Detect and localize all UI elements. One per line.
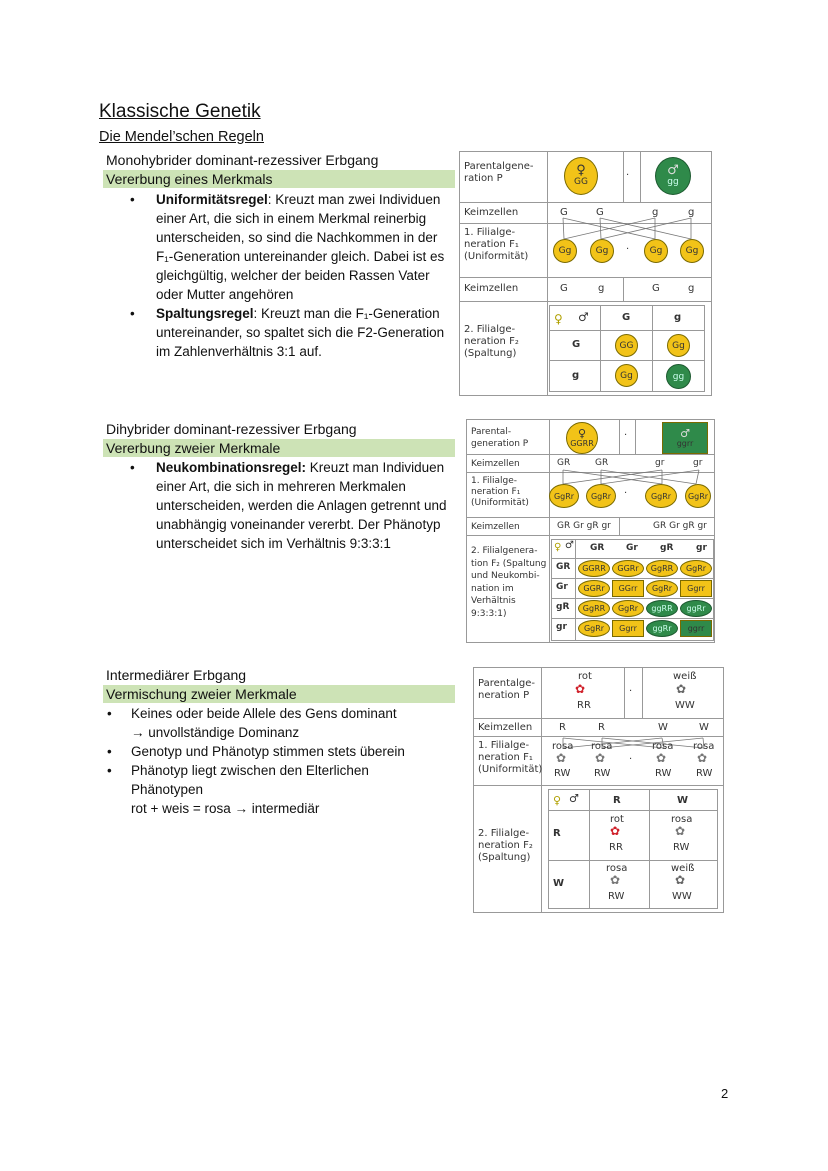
d2-cell: GgRr <box>612 600 644 617</box>
d2-cell: ggRr <box>680 600 712 617</box>
d2-keim-2: gr <box>655 458 665 468</box>
d2-f1-2: GgRr <box>645 484 677 508</box>
section2-heading: Dihybrider dominant-rezessiver Erbgang <box>106 421 357 437</box>
s3-b1b: → unvollständige Dominanz <box>131 725 300 740</box>
d2-p-label: Parental-generation P <box>471 427 529 449</box>
d2-cell: ggRR <box>646 600 678 617</box>
d2-head-col-1: Gr <box>626 543 638 553</box>
d1-parent-female: ♀ GG <box>564 157 598 195</box>
d2-head-col-0: GR <box>590 543 605 553</box>
d3-f2-rw: RW <box>608 891 625 902</box>
d3-f1-rw: RW <box>554 768 571 779</box>
section2-bullets: • Neukombinationsregel: Kreuzt man Individuen einer Art, die sich in mehreren Merkmalen unterscheiden, werden die Anlagen getrennt und unabhängig voneinander vererbt. Der Phänotyp unterscheidet sich im Verhältnis 9:3:3:1 <box>130 460 447 551</box>
d3-ww-label: WW <box>675 700 695 711</box>
d3-f2-weiss: weiß <box>671 863 695 874</box>
d2-head-col-2: gR <box>660 543 674 553</box>
d3-f2-ww: WW <box>672 891 692 902</box>
neukombination-text: Kreuzt man Individuen einer Art, die sich in mehreren Merkmalen unterscheiden, werden die Anlagen getrennt und unabhängig voneinander vererbt. Der Phänotyp unterscheidet sich im Verhältnis 9:3:3:1 <box>156 460 447 551</box>
page-title: Klassische Genetik <box>99 101 261 122</box>
d2-head-row-0: GR <box>556 562 571 572</box>
section1-highlight: Vererbung eines Merkmals <box>103 170 455 188</box>
d2-cell: Ggrr <box>680 580 712 597</box>
d3-f2-rw: RW <box>673 842 690 853</box>
d1-f1-3: Gg <box>680 239 704 263</box>
d1-f1-1: Gg <box>590 239 614 263</box>
d3-punnett <box>548 789 718 909</box>
d2-f1-0: GgRr <box>549 484 579 508</box>
d2-keim2-left: GR Gr gR gr <box>557 521 611 531</box>
d3-f1-rosa: rosa <box>652 741 674 752</box>
d2-cell: ggrr <box>680 620 712 637</box>
d2-cell: GgRR <box>578 600 610 617</box>
d2-f2-label: 2. Filialgenera-tion F₂ (Spaltung und Neukombi-nation im Verhältnis 9:3:3:1) <box>471 546 547 619</box>
section3-heading: Intermediärer Erbgang <box>106 667 247 683</box>
monohybrid-diagram <box>459 151 712 396</box>
d3-rot-label: rot <box>578 671 592 682</box>
intermediate-diagram <box>473 667 724 913</box>
d2-cell: Ggrr <box>612 620 644 637</box>
neukombination-term: Neukombinationsregel: <box>156 460 307 475</box>
d3-punnett-female: ♀ <box>553 794 562 807</box>
d3-f2-rot: rot <box>610 814 624 825</box>
d2-punnett <box>551 539 714 641</box>
d2-head-col-3: gr <box>696 543 707 553</box>
d1-head-col-0: G <box>622 312 631 323</box>
d2-cell: GgRr <box>578 620 610 637</box>
d1-punnett-male: ♂ <box>578 310 589 324</box>
white-flower-icon: ✿ <box>676 682 687 696</box>
d2-cell: GgRR <box>646 560 678 577</box>
d1-f1-label: 1. Filialge-neration F₁ (Uniformität) <box>464 227 529 262</box>
d3-f1-rw: RW <box>696 768 713 779</box>
d2-keim2-label: Keimzellen <box>471 522 520 532</box>
d1-keim2-label: Keimzellen <box>464 283 519 294</box>
d3-keim-0: R <box>559 722 566 733</box>
d1-head-row-0: G <box>572 339 581 350</box>
d2-keim-0: GR <box>557 458 571 468</box>
d1-keim-label: Keimzellen <box>464 207 519 218</box>
d2-cell: GgRr <box>646 580 678 597</box>
d3-head-row-0: R <box>553 828 561 839</box>
d3-f1-rw: RW <box>655 768 672 779</box>
d3-keim-3: W <box>699 722 709 733</box>
section2-highlight: Vererbung zweier Merkmale <box>103 439 455 457</box>
d1-p-label: Parentalgene-ration P <box>464 161 534 184</box>
d3-f1-label: 1. Filialge-neration F₁ (Uniformität) <box>478 740 543 775</box>
d1-f1-dot: · <box>626 244 630 255</box>
section3-bullets: • Keines oder beide Allele des Gens dominant → unvollständige Dominanz • Genotyp und Phänotyp stimmen stets überein • Phänotyp liegt zwischen den Elterlichen Phänotypen rot + weis = rosa → intermediär <box>131 704 431 818</box>
d2-cell: GGrr <box>612 580 644 597</box>
d3-f1-rosa: rosa <box>693 741 715 752</box>
d1-f1-0: Gg <box>553 239 577 263</box>
d1-punnett-female: ♀ <box>554 312 563 326</box>
d1-keim-3: g <box>688 207 695 218</box>
d1-f1-2: Gg <box>644 239 668 263</box>
d1-keim2-1: g <box>598 283 605 294</box>
section3-highlight: Vermischung zweier Merkmale <box>103 685 455 703</box>
d2-cross-dot: · <box>624 430 628 441</box>
d3-keim-label: Keimzellen <box>478 722 533 733</box>
d2-cell: GGRr <box>578 580 610 597</box>
d3-f2-rosa: rosa <box>671 814 693 825</box>
d3-keim-1: R <box>598 722 605 733</box>
d2-cell: ggRr <box>646 620 678 637</box>
d1-f2-cell: gg <box>666 364 691 389</box>
d2-punnett-female: ♀ <box>554 542 562 553</box>
d2-keim-label: Keimzellen <box>471 459 520 469</box>
d3-weiss-label: weiß <box>673 671 697 682</box>
d1-keim-2: g <box>652 207 659 218</box>
d1-cross-dot: · <box>626 170 630 181</box>
d1-parent-male: ♂ gg <box>655 157 691 195</box>
spaltung-text: : Kreuzt man die F₁-Generation untereinander, so spaltet sich die F2-Generation im Zahlenverhältnis 3:1 auf. <box>156 306 445 359</box>
d3-head-col-0: R <box>613 795 621 806</box>
s3-b2: Genotyp und Phänotyp stimmen stets überein <box>131 744 405 759</box>
d1-f2-label: 2. Filialge-neration F₂ (Spaltung) <box>464 324 519 359</box>
spaltung-term: Spaltungsregel <box>156 306 254 321</box>
d3-head-col-1: W <box>677 795 689 806</box>
d2-punnett-male: ♂ <box>565 540 574 551</box>
d2-head-row-1: Gr <box>556 582 568 592</box>
d3-head-row-1: W <box>553 878 565 889</box>
d1-f2-cell: Gg <box>615 364 638 387</box>
d2-cell: GgRr <box>680 560 712 577</box>
red-flower-icon: ✿ <box>575 682 586 696</box>
page-number: 2 <box>721 1086 729 1101</box>
uniform-text: : Kreuzt man zwei Individuen einer Art, die sich in einem Merkmal reinerbig unterscheiden, so sind die Nachkommen in der F₁-Generation untereinander gleich. Dabei ist es gleichgültig, welcher der beiden Rassen Vater oder Mutter angehören <box>156 192 445 302</box>
d1-keim-1: G <box>596 207 604 218</box>
d1-keim-0: G <box>560 207 568 218</box>
d2-f1-label: 1. Filialge-neration F₁ (Uniformität) <box>471 476 529 508</box>
d2-f1-3: GgRr <box>685 484 711 508</box>
d1-head-col-1: g <box>674 312 682 323</box>
d3-f2-rosa: rosa <box>606 863 628 874</box>
d1-keim2-2: G <box>652 283 660 294</box>
pink-flower-icon: ✿ <box>610 873 621 887</box>
d3-f2-rr: RR <box>609 842 623 853</box>
d3-keim-2: W <box>658 722 668 733</box>
uniform-term: Uniformitätsregel <box>156 192 268 207</box>
d2-f1-1: GgRr <box>586 484 616 508</box>
d3-f2-label: 2. Filialge-neration F₂ (Spaltung) <box>478 828 533 863</box>
d3-f1-rw: RW <box>594 768 611 779</box>
page-subtitle: Die Mendel’schen Regeln <box>99 129 264 145</box>
pink-flower-icon: ✿ <box>656 751 667 765</box>
d3-p-label: Parentalge-neration P <box>478 678 536 701</box>
d3-cross-dot: · <box>629 686 633 697</box>
s3-b3b: rot + weis = rosa → intermediär <box>131 801 320 816</box>
pink-flower-icon: ✿ <box>697 751 708 765</box>
d2-cell: GGRR <box>578 560 610 577</box>
pink-flower-icon: ✿ <box>556 751 567 765</box>
pink-flower-icon: ✿ <box>595 751 606 765</box>
d1-keim2-3: g <box>688 283 695 294</box>
d2-cell: GGRr <box>612 560 644 577</box>
section1-bullets: • Uniformitätsregel: Kreuzt man zwei Individuen einer Art, die sich in einem Merkmal reinerbig unterscheiden, so sind die Nachkommen in der F₁-Generation untereinander gleich. Dabei ist es gleichgültig, welcher der beiden Rassen Vater oder Mutter angehören • Spaltungsregel: Kreuzt man die F₁-Generation untereinander, so spaltet sich die F2-Generation im Zahlenverhältnis 3:1 auf. <box>130 192 445 359</box>
d2-f1-dot: · <box>624 488 628 499</box>
s3-b3: Phänotyp liegt zwischen den Elterlichen Phänotypen <box>131 763 369 797</box>
d3-rr-label: RR <box>577 700 591 711</box>
d1-f2-cell: Gg <box>667 334 690 357</box>
d3-f1-rosa: rosa <box>552 741 574 752</box>
section1-heading: Monohybrider dominant-rezessiver Erbgang <box>106 152 379 168</box>
d3-f1-dot: · <box>629 754 633 765</box>
d2-keim-1: GR <box>595 458 609 468</box>
d2-parent-female: ♀ GGRR <box>566 422 598 454</box>
d2-parent-male: ♂ ggrr <box>662 422 708 454</box>
d2-head-row-3: gr <box>556 622 567 632</box>
d3-f1-rosa: rosa <box>591 741 613 752</box>
red-flower-icon: ✿ <box>610 824 621 838</box>
pink-flower-icon: ✿ <box>675 824 686 838</box>
d1-head-row-1: g <box>572 370 580 381</box>
d2-keim-3: gr <box>693 458 703 468</box>
white-flower-icon: ✿ <box>675 873 686 887</box>
d3-punnett-male: ♂ <box>569 792 579 805</box>
s3-b1: Keines oder beide Allele des Gens dominant <box>131 706 397 721</box>
d2-keim2-right: GR Gr gR gr <box>653 521 707 531</box>
d1-f2-cell: GG <box>615 334 638 357</box>
d1-keim2-0: G <box>560 283 568 294</box>
d1-punnett <box>549 305 705 392</box>
dihybrid-diagram <box>466 419 715 643</box>
d2-head-row-2: gR <box>556 602 570 612</box>
